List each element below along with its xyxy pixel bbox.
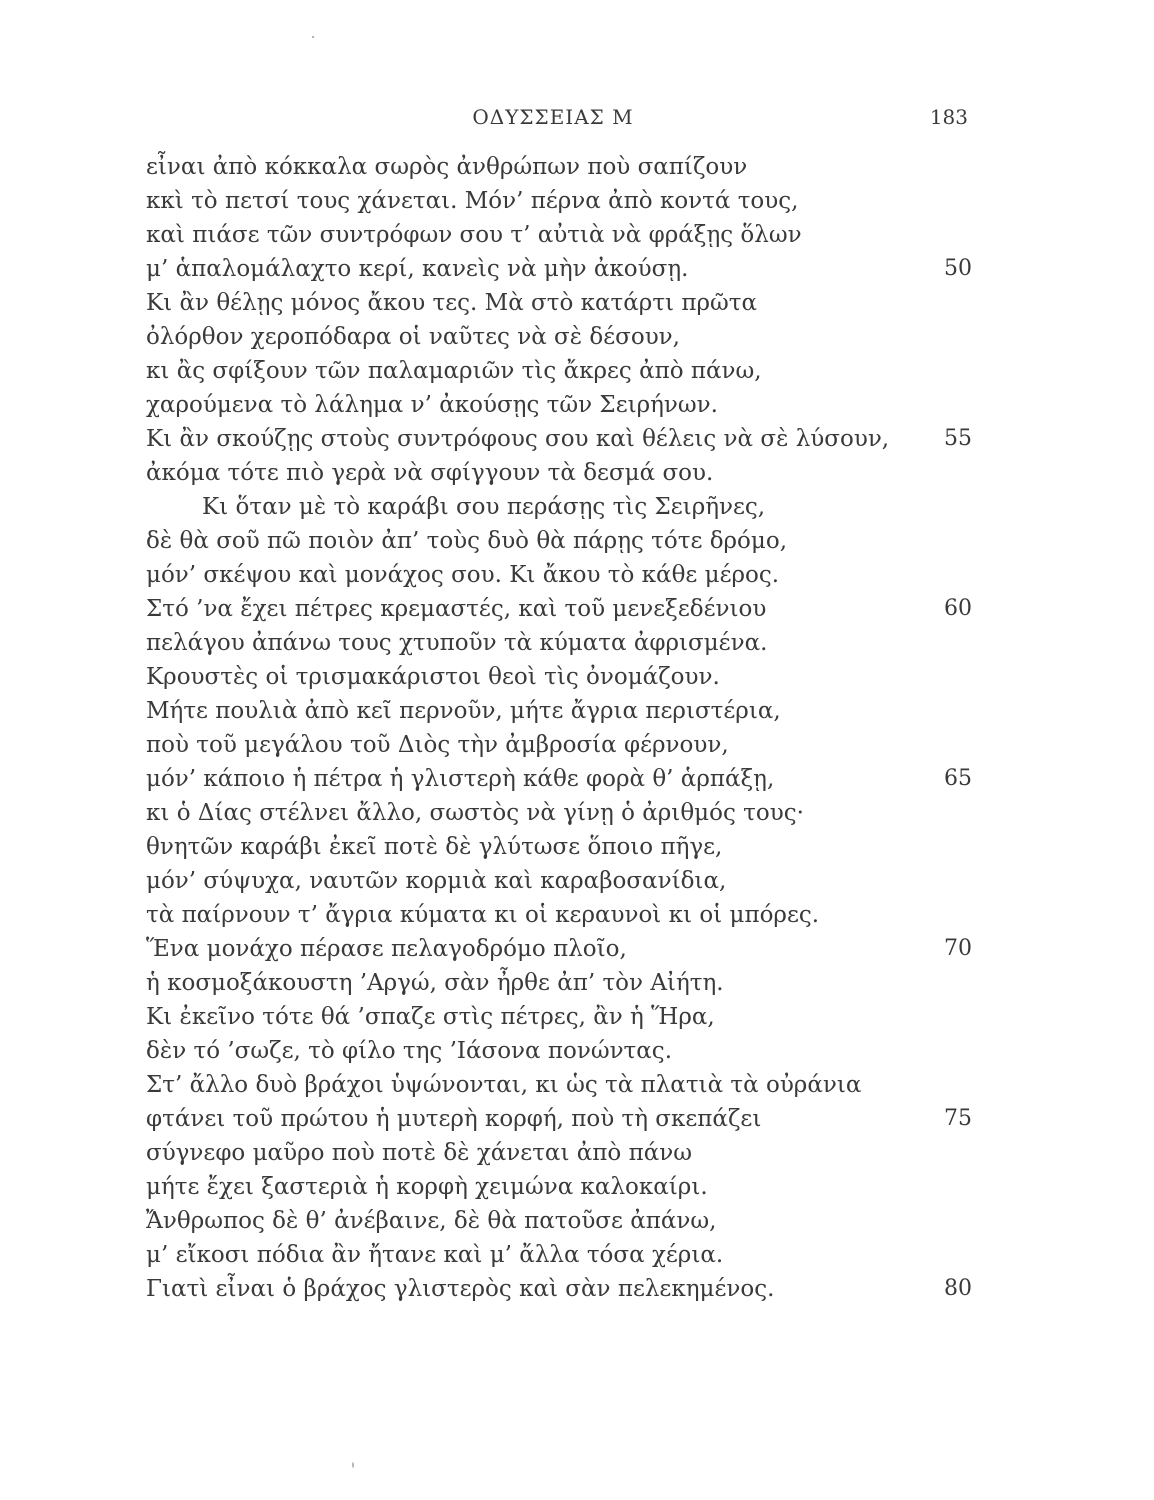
poem-line [146,456,976,490]
scan-speck [352,1462,354,1468]
poem-line [146,1068,976,1102]
poem-line [146,558,976,592]
poem-line-text: Μήτε πουλιὰ ἀπὸ κεῖ περνοῦν, μήτε ἄγρια περιστέρια, [146,698,781,724]
poem-line [146,1272,976,1306]
poem-line-text: ἡ κοσμοξάκουστη ’Αργώ, σὰν ἦρθε ἀπ’ τὸν Αἰήτη. [146,970,724,996]
poem-line-text: ὀλόρθον χεροπόδαρα οἱ ναῦτες νὰ σὲ δέσουν, [146,324,680,350]
poem-line-text: Κι ἂν θέλῃς μόνος ἄκου τες. Μὰ στὸ κατάρτι πρῶτα [146,290,758,316]
poem-line-text: φτάνει τοῦ πρώτου ἡ μυτερὴ κορφή, ποὺ τὴ σκεπάζει [146,1106,762,1132]
poem-line-text: Στό ’να ἔχει πέτρες κρεμαστές, καὶ τοῦ μενεξεδένιου [146,596,767,622]
poem-line-text: θνητῶν καράβι ἐκεῖ ποτὲ δὲ γλύτωσε ὅποιο πῆγε, [146,834,723,860]
poem-line-text: εἶναι ἀπὸ κόκκαλα σωρὸς ἀνθρώπων ποὺ σαπίζουν [146,154,748,180]
poem-line [146,1136,976,1170]
line-number: 50 [944,256,972,281]
poem-line-text: ποὺ τοῦ μεγάλου τοῦ Διὸς τὴν ἀμβροσία φέρνουν, [146,732,729,758]
line-number: 75 [944,1106,972,1131]
poem-line [146,830,976,864]
poem-line-text: Γιατὶ εἶναι ὁ βράχος γλιστερὸς καὶ σὰν πελεκημένος. [146,1276,775,1302]
poem-line [146,762,976,796]
poem-line-text: Κι ὅταν μὲ τὸ καράβι σου περάσῃς τὶς Σειρῆνες, [202,494,766,520]
poem-line [146,388,976,422]
poem-line [146,150,976,184]
poem-line [146,796,976,830]
poem-line [146,864,976,898]
poem-line [146,1102,976,1136]
poem-line [146,1034,976,1068]
line-number: 70 [944,936,972,961]
poem-line [146,1238,976,1272]
poem-line [146,694,976,728]
poem-line [146,728,976,762]
poem-line-text: χαρούμενα τὸ λάλημα ν’ ἀκούσῃς τῶν Σειρήνων. [146,392,718,418]
poem-line [146,252,976,286]
running-title: ΟΔΥΣΣΕΙΑΣ Μ [472,105,634,129]
line-number: 80 [944,1276,972,1301]
poem-line-text: πελάγου ἀπάνω τους χτυποῦν τὰ κύματα ἀφρισμένα. [146,630,768,656]
poem-line [146,218,976,252]
poem-line-text: μ’ εἴκοσι πόδια ἂν ἤτανε καὶ μ’ ἄλλα τόσα χέρια. [146,1242,724,1268]
poem-line [146,1170,976,1204]
poem-line-text: μόν’ σκέψου καὶ μονάχος σου. Κι ἄκου τὸ κάθε μέρος. [146,562,780,588]
poem-text [146,150,976,1306]
poem-line [146,592,976,626]
poem-line-text: Ἕνα μονάχο πέρασε πελαγοδρόμο πλοῖο, [146,936,627,962]
poem-line-text: κκὶ τὸ πετσί τους χάνεται. Μόν’ πέρνα ἀπὸ κοντά τους, [146,188,799,214]
poem-line-text: σύγνεφο μαῦρο ποὺ ποτὲ δὲ χάνεται ἀπὸ πάνω [146,1140,692,1166]
running-head [0,103,1154,131]
poem-line [146,626,976,660]
poem-line-text: μόν’ κάποιο ἡ πέτρα ἡ γλιστερὴ κάθε φορὰ θ’ ἁρπάξῃ, [146,766,775,792]
poem-line [146,490,976,524]
poem-line-text: Στ’ ἄλλο δυὸ βράχοι ὑψώνονται, κι ὡς τὰ πλατιὰ τὰ οὐράνια [146,1072,862,1098]
poem-line-text: Κι ἂν σκούζῃς στοὺς συντρόφους σου καὶ θέλεις νὰ σὲ λύσουν, [146,426,890,452]
poem-line [146,184,976,218]
poem-line-text: καὶ πιάσε τῶν συντρόφων σου τ’ αὐτιὰ νὰ φράξῃς ὅλων [146,222,802,248]
poem-line [146,320,976,354]
poem-line-text: δὲν τό ’σωζε, τὸ φίλο της ’Ιάσονα πονώντας. [146,1038,673,1064]
poem-line-text: μ’ ἁπαλομάλαχτο κερί, κανεὶς νὰ μὴν ἀκούσῃ. [146,256,689,282]
line-number: 60 [944,596,972,621]
poem-line [146,966,976,1000]
poem-line [146,932,976,966]
poem-line [146,1000,976,1034]
poem-line [146,422,976,456]
page-number: 183 [929,105,968,129]
poem-line-text: κι ἂς σφίξουν τῶν παλαμαριῶν τὶς ἄκρες ἀπὸ πάνω, [146,358,762,384]
poem-line [146,898,976,932]
poem-line [146,524,976,558]
poem-line-text: μήτε ἔχει ξαστεριὰ ἡ κορφὴ χειμώνα καλοκαίρι. [146,1174,708,1200]
poem-line [146,1204,976,1238]
scan-speck [312,36,314,38]
poem-line-text: κι ὁ Δίας στέλνει ἄλλο, σωστὸς νὰ γίνῃ ὁ ἀριθμός τους· [146,800,804,826]
poem-line-text: Κι ἐκεῖνο τότε θά ’σπαζε στὶς πέτρες, ἂν ἡ Ἥρα, [146,1004,715,1030]
line-number: 65 [944,766,972,791]
poem-line [146,660,976,694]
line-number: 55 [944,426,972,451]
poem-line-text: Ἄνθρωπος δὲ θ’ ἀνέβαινε, δὲ θὰ πατοῦσε ἀπάνω, [146,1208,717,1234]
poem-line-text: μόν’ σύψυχα, ναυτῶν κορμιὰ καὶ καραβοσανίδια, [146,868,727,894]
poem-line-text: Κρουστὲς οἱ τρισμακάριστοι θεοὶ τὶς ὀνομάζουν. [146,664,720,690]
poem-line-text: ἀκόμα τότε πιὸ γερὰ νὰ σφίγγουν τὰ δεσμά σου. [146,460,714,486]
poem-line [146,286,976,320]
poem-line [146,354,976,388]
poem-line-text: δὲ θὰ σοῦ πῶ ποιὸν ἀπ’ τοὺς δυὸ θὰ πάρῃς τότε δρόμο, [146,528,788,554]
poem-line-text: τὰ παίρνουν τ’ ἄγρια κύματα κι οἱ κεραυνοὶ κι οἱ μπόρες. [146,902,820,928]
